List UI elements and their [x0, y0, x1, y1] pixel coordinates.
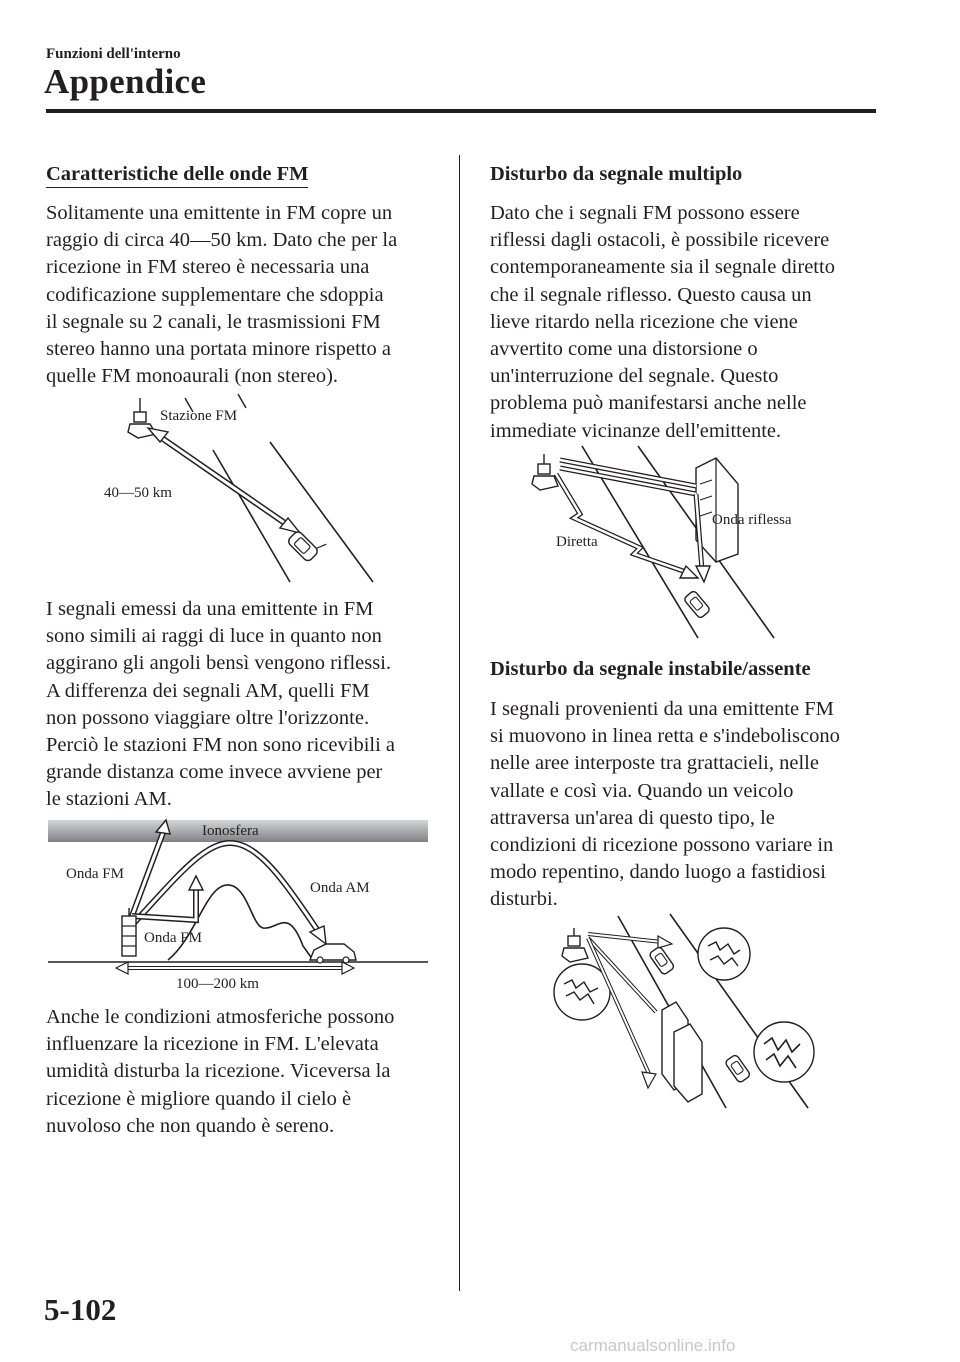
watermark: carmanualsonline.info: [570, 1336, 736, 1355]
figure-ionosphere-fm-am: [48, 816, 428, 992]
figure-fm-station-range: [90, 390, 390, 590]
am-wave-arrow: [133, 843, 326, 944]
chapter-title: Appendice: [44, 62, 207, 101]
car-icon-top: [649, 946, 675, 975]
noise-bubble-top-icon: [698, 928, 750, 980]
car-icon: [683, 590, 710, 619]
heading-unstable-signal: Disturbo da segnale instabile/assente: [490, 658, 811, 680]
paragraph-fm-coverage: Solitamente una emittente in FM copre un raggio di circa 40―50 km. Dato che per la ricezione in FM stereo è necessaria una codificazione supplementare che sdoppia il segnale su 2 canali, le trasmissioni FM stereo hanno una portata minore rispetto a quelle FM monoaurali (non stereo).: [46, 202, 398, 388]
figure-unstable-signal: [552, 912, 812, 1112]
column-divider: [459, 155, 460, 1291]
header-rule: [46, 109, 876, 113]
car-icon-bottom: [725, 1054, 751, 1083]
label-fm-station: Stazione FM: [160, 408, 238, 424]
heading-fm-characteristics: [46, 163, 456, 186]
paragraph-multipath: Dato che i segnali FM possono essere riflessi dagli ostacoli, è possibile ricevere contemporaneamente sia il segnale diretto che il segnale riflesso. Questo causa un lieve ritardo nella ricezione che viene avvertito come una distorsione o un'interruzione del segnale. Questo problema può manifestarsi anche nelle immediate vicinanze dell'emittente.: [490, 202, 835, 442]
distance-double-arrow: [116, 962, 354, 974]
buildings-icon: [662, 1002, 702, 1102]
label-am-wave: Onda AM: [310, 880, 370, 896]
paragraph-unstable-signal: I segnali provenienti da una emittente FM si muovono in linea retta e s'indeboliscono nelle aree interposte tra grattacieli, nelle vallate e così via. Quando un veicolo attraversa un'area di questo tipo, le condizioni di ricezione possono variare in modo repentino, dando luogo a fastidiosi disturbi.: [490, 698, 840, 911]
heading-fm-characteristics-text: Caratteristiche delle onde FM: [46, 163, 308, 188]
label-ionosphere: Ionosfera: [202, 823, 259, 839]
label-direct: Diretta: [556, 534, 598, 550]
car-icon: [310, 944, 356, 963]
paragraph-atmospheric: Anche le condizioni atmosferiche possono influenzare la ricezione in FM. L'elevata umidità disturba la ricezione. Viceversa la ricezione è migliore quando il cielo è nuvoloso che non quando è sereno.: [46, 1006, 395, 1137]
noise-bubble-right-icon: [754, 1022, 814, 1082]
label-distance-100-200: 100—200 km: [176, 976, 259, 992]
label-fm-wave-upper: Onda FM: [66, 866, 124, 882]
page-number: 5-102: [44, 1292, 117, 1327]
figure-multipath: [520, 444, 790, 644]
range-double-arrow: [148, 428, 300, 533]
label-fm-wave-lower: Onda FM: [144, 930, 202, 946]
heading-multipath: Disturbo da segnale multiplo: [490, 163, 743, 185]
label-range-40-50: 40—50 km: [104, 485, 172, 501]
fm-tower-icon: [562, 928, 588, 962]
fm-tower-icon: [532, 454, 558, 490]
label-reflected-wave: Onda riflessa: [712, 512, 792, 528]
paragraph-fm-light-rays: I segnali emessi da una emittente in FM sono simili ai raggi di luce in quanto non aggirano gli angoli bensì vengono riflessi. A differenza dei segnali AM, quelli FM non possono viaggiare oltre l'orizzonte. Perciò le stazioni FM non sono ricevibili a grande distanza come invece avviene per le stazioni AM.: [46, 598, 396, 811]
section-title: Funzioni dell'interno: [46, 46, 181, 62]
